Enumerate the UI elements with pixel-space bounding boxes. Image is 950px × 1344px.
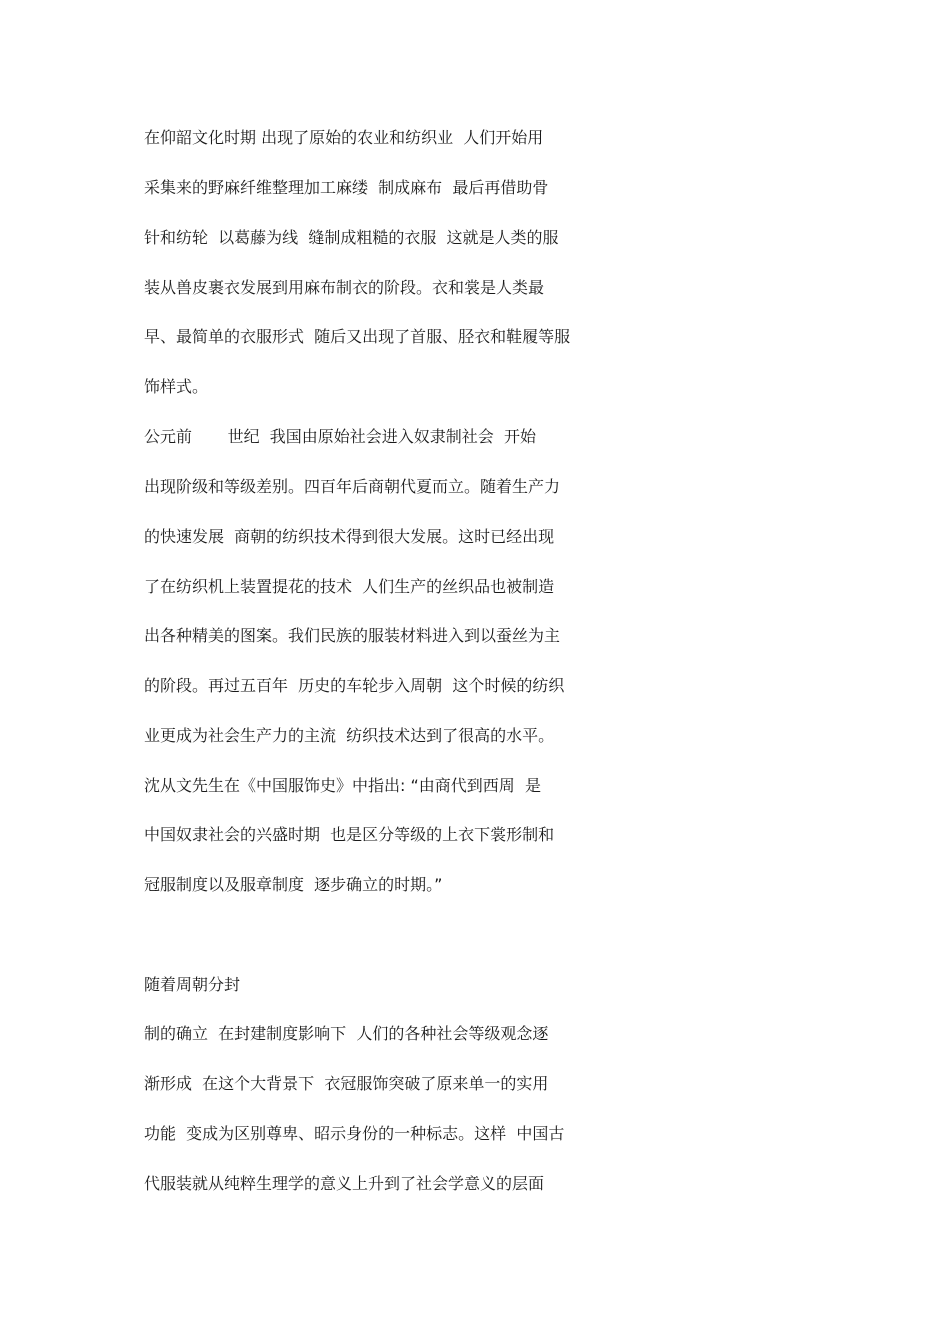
text-line: 了在纺织机上装置提花的技术 人们生产的丝织品也被制造 (144, 577, 555, 596)
text-line: 针和纺轮 以葛藤为线 缝制成粗糙的衣服 这就是人类的服 (144, 228, 559, 247)
text-line: 出现阶级和等级差别。四百年后商朝代夏而立。随着生产力 (144, 477, 561, 496)
text-line: 功能 变成为区别尊卑、昭示身份的一种标志。这样 中国古 (144, 1124, 565, 1143)
text-line: 中国奴隶社会的兴盛时期 也是区分等级的上衣下裳形制和 (144, 825, 555, 844)
text-line: 的阶段。再过五百年 历史的车轮步入周朝 这个时候的纺织 (144, 676, 565, 695)
text-line: 随着周朝分封 (144, 975, 241, 994)
text-line: 饰样式。 (144, 377, 209, 396)
text-line: 业更成为社会生产力的主流 纺织技术达到了很高的水平。 (144, 726, 555, 745)
text-line: 装从兽皮裹衣发展到用麻布制衣的阶段。衣和裳是人类最 (144, 278, 545, 297)
text-line: 早、最简单的衣服形式 随后又出现了首服、胫衣和鞋履等服 (144, 327, 571, 346)
text-line: 在仰韶文化时期 出现了原始的农业和纺织业 人们开始用 (144, 128, 544, 147)
text-line: 出各种精美的图案。我们民族的服装材料进入到以蚕丝为主 (144, 626, 561, 645)
text-line: 的快速发展 商朝的纺织技术得到很大发展。这时已经出现 (144, 527, 555, 546)
text-line: 渐形成 在这个大背景下 衣冠服饰突破了原来单一的实用 (144, 1074, 549, 1093)
text-line: 代服装就从纯粹生理学的意义上升到了社会学意义的层面 (144, 1174, 545, 1193)
text-line: 沈从文先生在《中国服饰史》中指出: “由商代到西周 是 (144, 776, 541, 795)
text-line: 冠服制度以及服章制度 逐步确立的时期。” (144, 875, 443, 894)
text-line: 制的确立 在封建制度影响下 人们的各种社会等级观念逐 (144, 1024, 549, 1043)
text-line: 公元前 世纪 我国由原始社会进入奴隶制社会 开始 (144, 427, 536, 446)
text-line: 采集来的野麻纤维整理加工麻缕 制成麻布 最后再借助骨 (144, 178, 549, 197)
